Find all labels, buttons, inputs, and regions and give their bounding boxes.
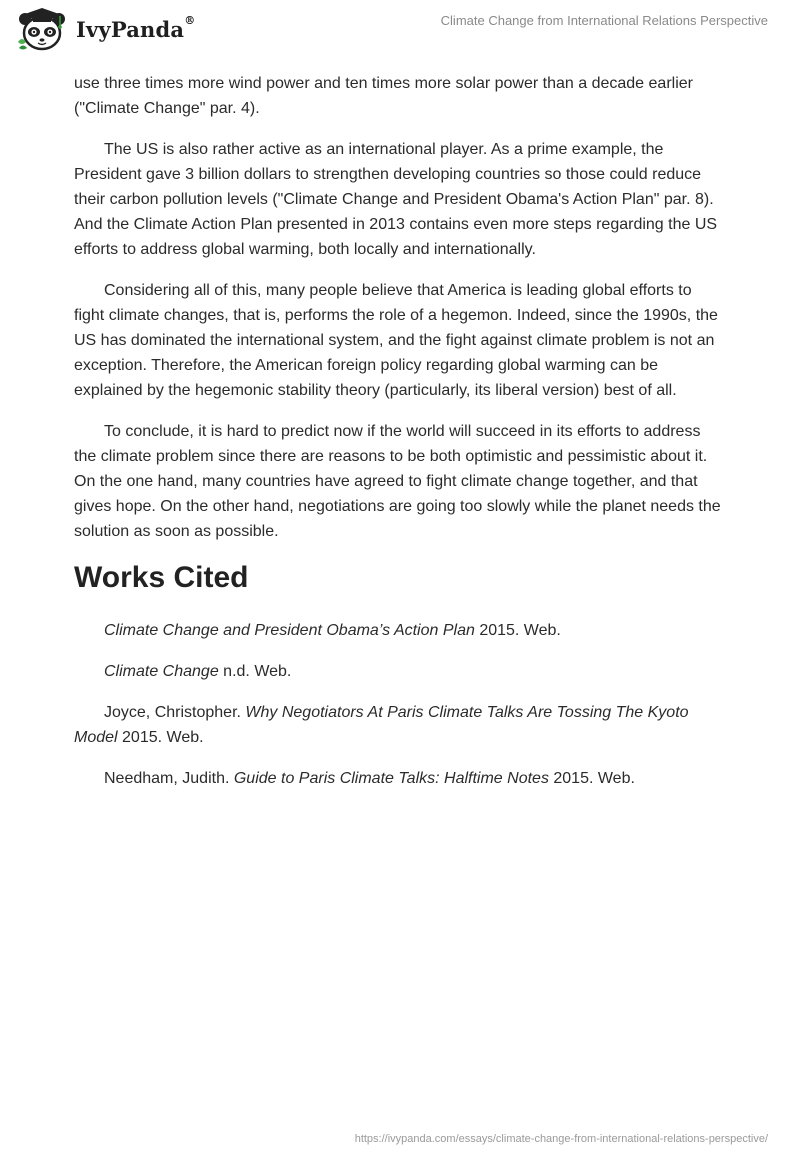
source-url-link[interactable]: https://ivypanda.com/essays/climate-change-from-international-relations-perspective/	[354, 1133, 768, 1145]
citation-title: Guide to Paris Climate Talks: Halftime Notes	[233, 770, 549, 787]
citation-title: Climate Change	[104, 663, 219, 680]
brand-name: IvyPanda®	[76, 13, 196, 42]
panda-logo-icon	[14, 6, 70, 52]
essay-content	[74, 71, 724, 807]
citation-entry	[74, 659, 724, 684]
paragraph: To conclude, it is hard to predict now if the world will succeed in its efforts to address the climate problem since there are reasons to be both optimistic and pessimistic about it. On the one hand, many countries have agreed to fight climate change together, and that gives hope. On the other hand, negotiations are going too slowly while the planet needs the solution as soon as possible.	[74, 423, 721, 540]
citation-entry	[74, 618, 724, 643]
works-cited-heading: Works Cited	[74, 561, 249, 594]
paragraph: use three times more wind power and ten times more solar power than a decade earlier ("Climate Change" par. 4).	[74, 75, 693, 117]
page-header	[0, 0, 800, 70]
paragraph: Considering all of this, many people believe that America is leading global efforts to fight climate changes, that is, performs the role of a hegemon. Indeed, since the 1990s, the US has dominated the international system, and the fight against climate problem is not an exception. Therefore, the American foreign policy regarding global warming can be explained by the hegemonic stability theory (particularly, its liberal version) best of all.	[74, 282, 718, 399]
citation-entry	[74, 700, 724, 750]
citation-details: 2015. Web.	[474, 622, 561, 639]
citation-details: n.d. Web.	[218, 663, 292, 680]
citation-details: 2015. Web.	[117, 729, 204, 746]
brand-logo[interactable]	[14, 6, 195, 52]
citation-author: Joyce, Christopher.	[104, 704, 246, 721]
citation-details: 2015. Web.	[548, 770, 635, 787]
citation-author: Needham, Judith.	[104, 770, 234, 787]
citation-title: Why Negotiators At Paris Climate Talks Are Tossing The Kyoto Model	[74, 704, 689, 746]
citation-title: Climate Change and President Obama’s Action Plan	[104, 622, 475, 639]
paragraph: The US is also rather active as an international player. As a prime example, the President gave 3 billion dollars to strengthen developing countries so those could reduce their carbon pollution levels ("Climate Change and President Obama's Action Plan" par. 8). And the Climate Action Plan presented in 2013 contains even more steps regarding the US efforts to address global warming, both locally and internationally.	[74, 141, 718, 258]
citation-entry	[74, 766, 724, 791]
document-title: Climate Change from International Relations Perspective	[440, 13, 768, 28]
